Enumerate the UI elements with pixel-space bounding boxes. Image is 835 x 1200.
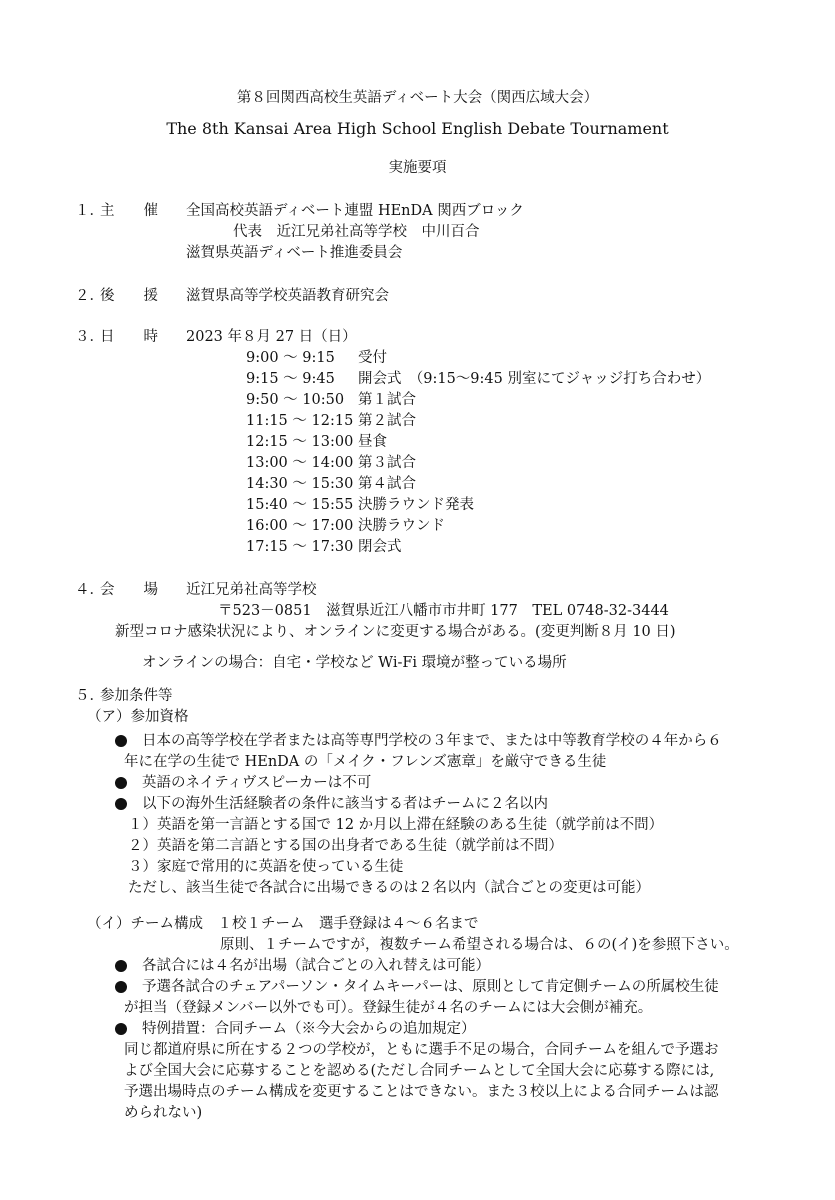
document-subtitle: 実施要項 [388, 160, 447, 176]
section-2-number: ２． [75, 288, 104, 304]
section-2-heading: 後 援 [100, 288, 158, 304]
schedule-row [246, 474, 416, 494]
joint-team-paragraph-line-1: 同じ都道府県に所在する２つの学校が，ともに選手不足の場合，合同チームを組んで予選お [124, 1042, 719, 1058]
venue-note: 新型コロナ感染状況により、オンラインに変更する場合がある。(変更判断８月 10 日) [115, 624, 676, 640]
section-3-heading: 日 時 [100, 329, 158, 345]
organizer-line-2: 代表 近江兄弟社高等学校 中川百合 [233, 224, 480, 240]
section-1-heading: 主 催 [100, 203, 158, 219]
section-4-number: ４． [75, 582, 104, 598]
subsection-a-heading: （ア）参加資格 [87, 709, 189, 725]
schedule-event: 第１試合 [358, 392, 416, 408]
schedule-time: 14:30 ～ 15:30 [246, 476, 354, 492]
condition-item-3: ３）家庭で常用的に英語を使っている生徒 [128, 859, 404, 875]
section-4-heading: 会 場 [100, 582, 158, 598]
subsection-i-heading: （イ）チーム構成 １校１チーム 選手登録は４～６名まで [87, 916, 479, 932]
schedule-time: 17:15 ～ 17:30 [246, 539, 354, 555]
schedule-time: 9:50 ～ 10:50 [246, 392, 345, 408]
schedule-time: 16:00 ～ 17:00 [246, 518, 354, 534]
schedule-time: 15:40 ～ 15:55 [246, 497, 354, 513]
schedule-event: 昼食 [358, 434, 387, 450]
bullet-icon [115, 735, 127, 747]
team-bullet-2: 予選各試合のチェアパーソン・タイムキーパーは、原則として肯定側チームの所属校生徒 [142, 979, 719, 995]
schedule-event: 閉会式 [358, 539, 402, 555]
eligibility-bullet-1-cont: 年に在学の生徒で HEnDA の「メイク・フレンズ憲章」を厳守できる生徒 [124, 754, 607, 770]
bullet-icon [115, 798, 127, 810]
bullet-icon [115, 960, 127, 972]
schedule-time: 12:15 ～ 13:00 [246, 434, 354, 450]
schedule-event: 決勝ラウンド発表 [358, 497, 474, 513]
schedule-time: 9:15 ～ 9:45 [246, 371, 335, 387]
organizer-line-3: 滋賀県英語ディベート推進委員会 [186, 245, 403, 261]
schedule-row [246, 411, 416, 431]
section-1-number: １． [75, 203, 104, 219]
schedule-row [246, 453, 416, 473]
venue-name: 近江兄弟社高等学校 [186, 582, 317, 598]
condition-item-1: １）英語を第一言語とする国で 12 か月以上滞在経験のある生徒（就学前は不問） [128, 817, 664, 833]
online-note: オンラインの場合：自宅・学校など Wi-Fi 環境が整っている場所 [142, 655, 567, 671]
schedule-time: 11:15 ～ 12:15 [246, 413, 354, 429]
condition-item-2: ２）英語を第二言語とする国の出身者である生徒（就学前は不問） [128, 838, 563, 854]
venue-address: 〒523－0851 滋賀県近江八幡市市井町 177 TEL 0748-32-3444 [218, 603, 669, 619]
joint-team-paragraph-line-2: よび全国大会に応募することを認める(ただし合同チームとして全国大会に応募する際には, [124, 1063, 715, 1079]
schedule-row [246, 537, 402, 557]
bullet-icon [115, 981, 127, 993]
bullet-icon [115, 1023, 127, 1035]
section-5-heading: 参加条件等 [100, 688, 173, 704]
schedule-event: 第３試合 [358, 455, 416, 471]
schedule-row [246, 369, 710, 389]
section-5-number: ５． [75, 688, 104, 704]
schedule-event: 第２試合 [358, 413, 416, 429]
schedule-event: 決勝ラウンド [358, 518, 445, 534]
document-title-ja: 第８回関西高校生英語ディベート大会（関西広域大会） [236, 90, 599, 106]
team-rule-note: 原則、１チームですが，複数チーム希望される場合は、６の(イ)を参照下さい。 [220, 937, 739, 953]
sponsor-text: 滋賀県高等学校英語教育研究会 [186, 288, 389, 304]
schedule-time: 13:00 ～ 14:00 [246, 455, 354, 471]
condition-note: ただし、該当生徒で各試合に出場できるのは２名以内（試合ごとの変更は可能） [128, 880, 650, 896]
eligibility-bullet-2: 英語のネイティヴスピーカーは不可 [142, 775, 372, 791]
joint-team-paragraph-line-4: められない) [124, 1105, 203, 1121]
eligibility-bullet-3: 以下の海外生活経験者の条件に該当する者はチームに２名以内 [142, 796, 548, 812]
organizer-line-1: 全国高校英語ディベート連盟 HEnDA 関西ブロック [186, 203, 524, 219]
section-3-number: ３． [75, 329, 104, 345]
schedule-time: 9:00 ～ 9:15 [246, 350, 335, 366]
schedule-event: 受付 [358, 350, 387, 366]
team-bullet-3: 特例措置：合同チーム（※今大会からの追加規定） [142, 1021, 476, 1037]
schedule-event: 第４試合 [358, 476, 416, 492]
team-bullet-1: 各試合には４名が出場（試合ごとの入れ替えは可能） [142, 958, 490, 974]
document-title-en: The 8th Kansai Area High School English Debate Tournament [166, 119, 669, 138]
schedule-row [246, 348, 387, 368]
event-date: 2023 年８月 27 日（日） [186, 329, 357, 345]
schedule-row [246, 432, 387, 452]
schedule-row [246, 516, 445, 536]
schedule-row [246, 495, 474, 515]
eligibility-bullet-1: 日本の高等学校在学者または高等専門学校の３年まで、または中等教育学校の４年から６ [142, 733, 722, 749]
bullet-icon [115, 777, 127, 789]
schedule-event: 開会式 （9:15～9:45 別室にてジャッジ打ち合わせ） [358, 371, 711, 387]
team-bullet-2-cont: が担当（登録メンバー以外でも可）。登録生徒が４名のチームには大会側が補充。 [124, 1000, 653, 1016]
schedule-row [246, 390, 416, 410]
joint-team-paragraph-line-3: 予選出場時点のチーム構成を変更することはできない。また３校以上による合同チームは認 [124, 1084, 719, 1100]
